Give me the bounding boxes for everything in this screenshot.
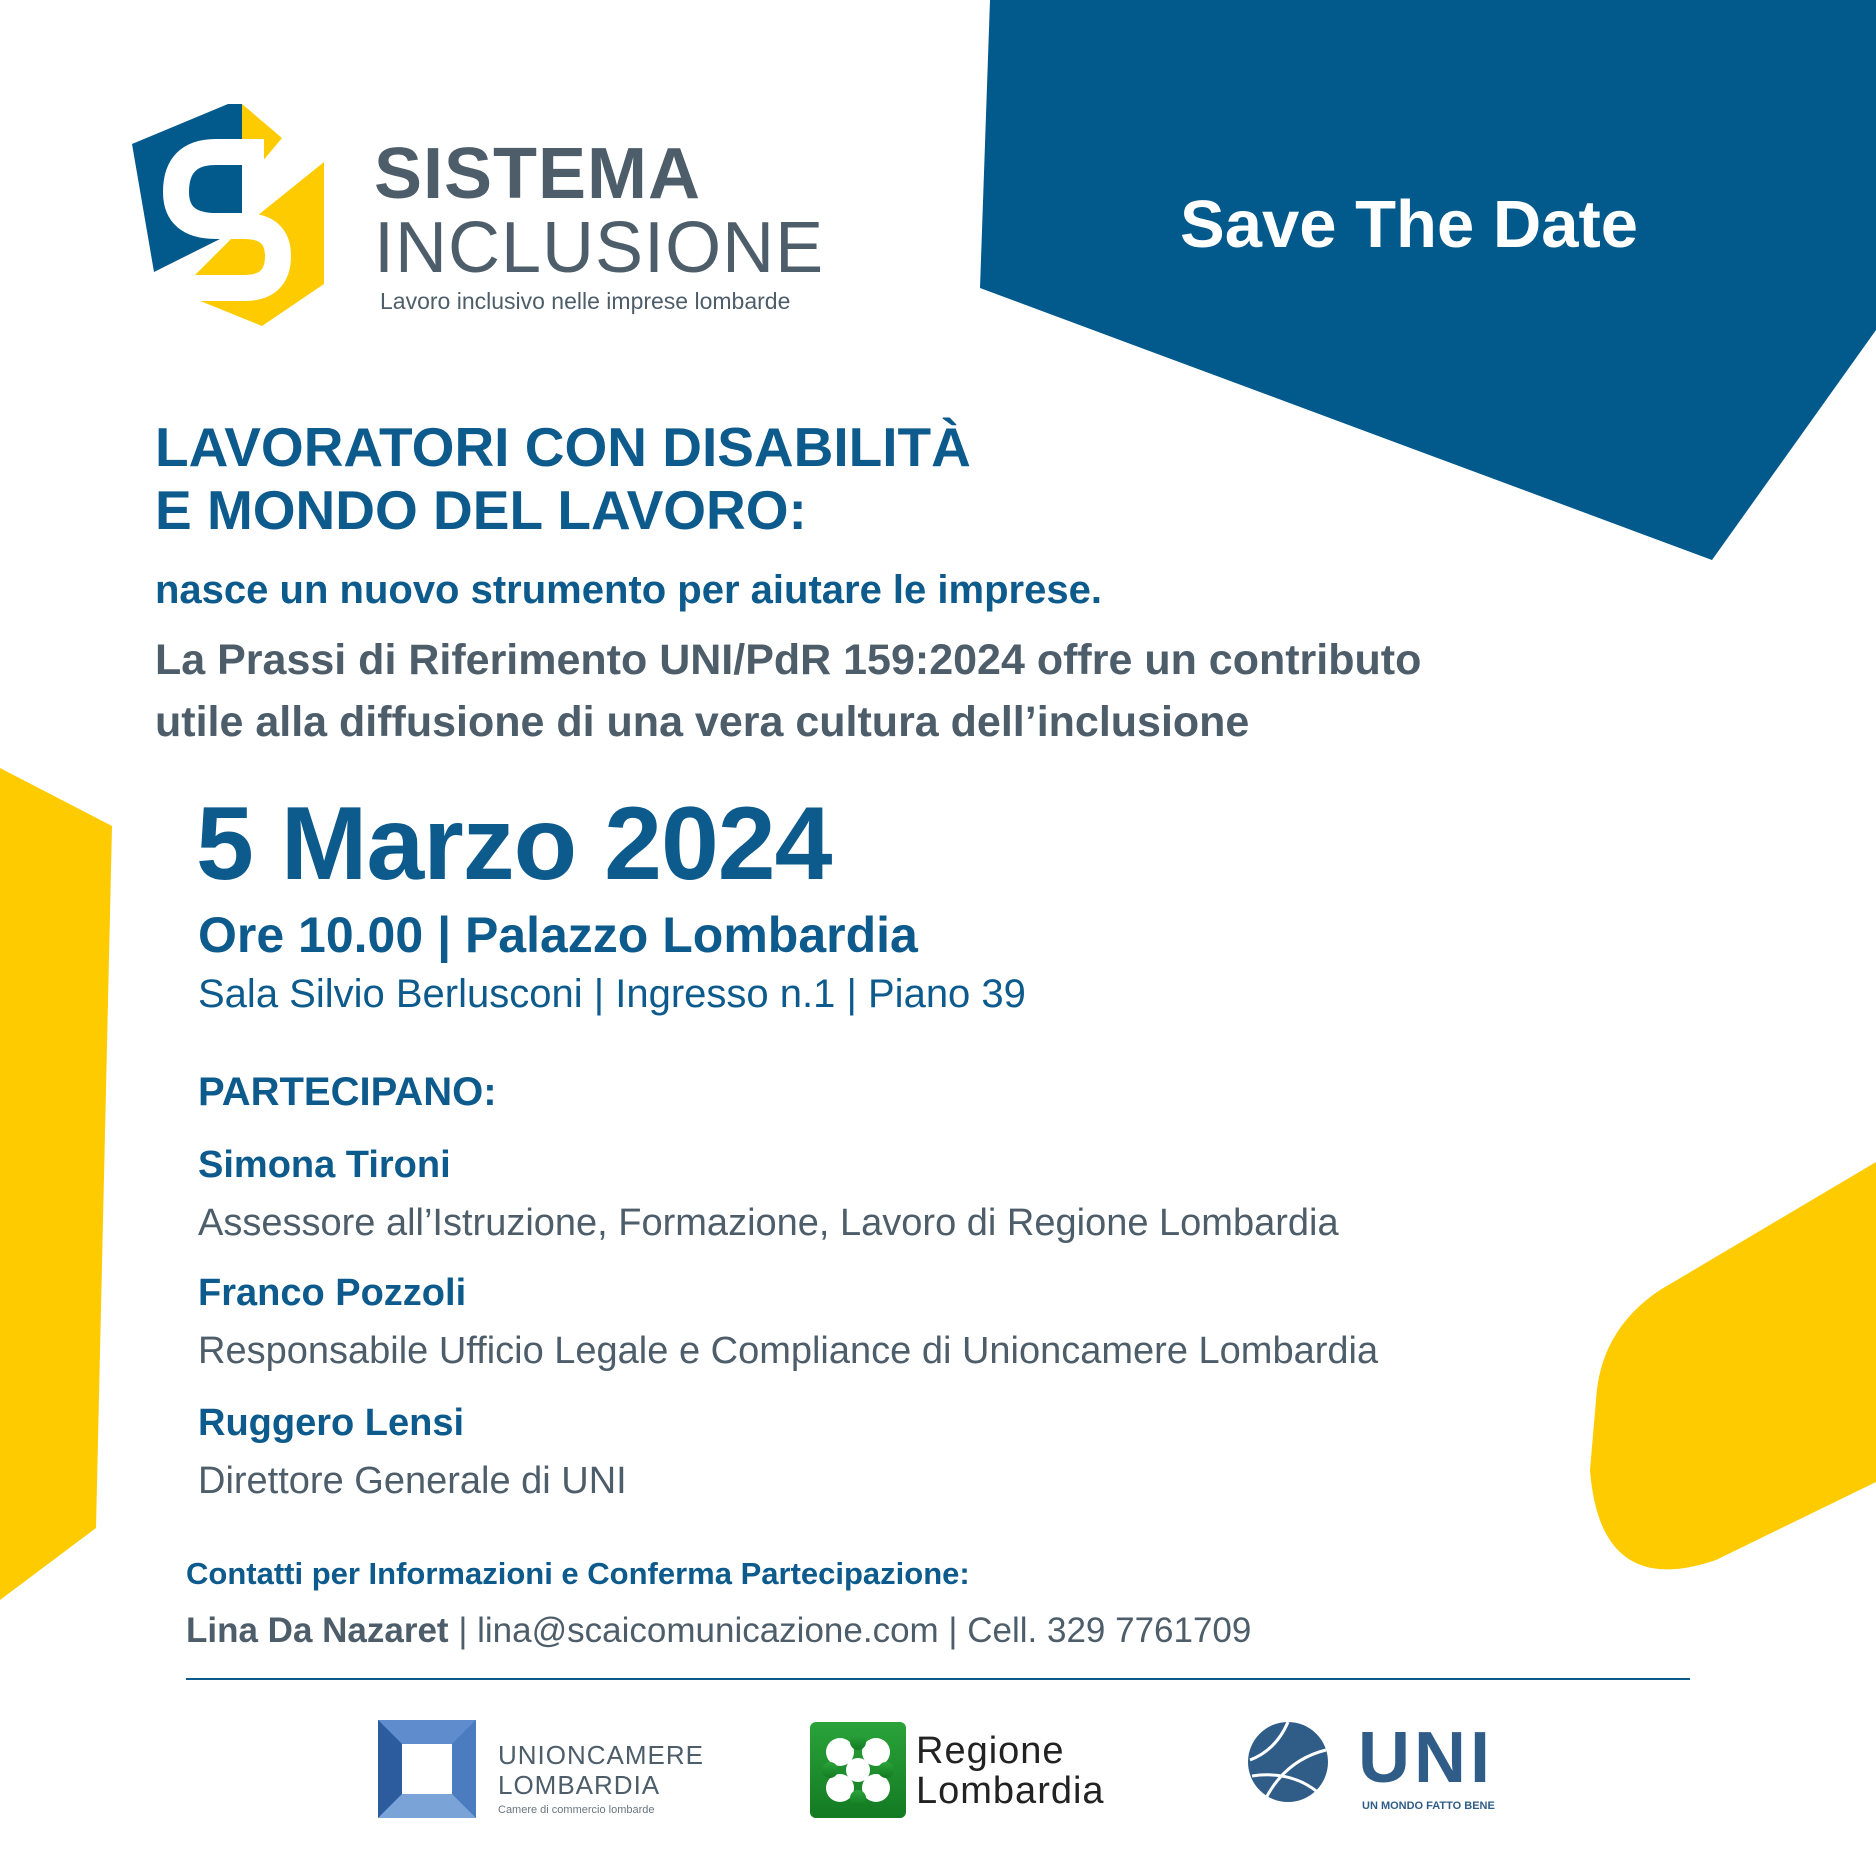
right-yellow-shape [1590, 1162, 1876, 1569]
footer-divider [186, 1678, 1690, 1680]
participant-role: Direttore Generale di UNI [198, 1460, 627, 1502]
regione-lombardia-logo-icon [810, 1722, 906, 1818]
event-room: Sala Silvio Berlusconi | Ingresso n.1 | Piano 39 [198, 972, 1026, 1016]
logo-title-line1: SISTEMA [374, 134, 702, 214]
headline-line2: E MONDO DEL LAVORO: [155, 479, 807, 541]
participants-heading: PARTECIPANO: [198, 1070, 497, 1114]
participant-role: Assessore all’Istruzione, Formazione, Lavoro di Regione Lombardia [198, 1202, 1339, 1244]
top-right-blue-banner [980, 0, 1876, 560]
left-yellow-shape [0, 768, 112, 1600]
uni-globe-logo-icon [1246, 1720, 1330, 1804]
contact-line [186, 1611, 1251, 1651]
participant-role: Responsabile Ufficio Legale e Compliance di Unioncamere Lombardia [198, 1330, 1379, 1372]
participant-name: Ruggero Lensi [198, 1402, 465, 1444]
uni-wordmark: UNI [1358, 1718, 1494, 1798]
description-line2: utile alla diffusione di una vera cultura dell’inclusione [155, 698, 1250, 746]
participant-name: Franco Pozzoli [198, 1272, 467, 1314]
regione-name-line2: Lombardia [916, 1770, 1105, 1812]
unioncamere-name-line2: LOMBARDIA [498, 1770, 661, 1800]
uni-tagline: UN MONDO FATTO BENE [1362, 1800, 1495, 1812]
description-line1: La Prassi di Riferimento UNI/PdR 159:2024 offre un contributo [155, 636, 1422, 684]
contact-name: Lina Da Nazaret [186, 1611, 449, 1650]
sistema-inclusione-logo-icon [132, 104, 324, 326]
event-date: 5 Marzo 2024 [196, 786, 832, 902]
contact-heading: Contatti per Informazioni e Conferma Partecipazione: [186, 1556, 970, 1591]
participant-name: Simona Tironi [198, 1144, 451, 1186]
unioncamere-name-line1: UNIONCAMERE [498, 1740, 705, 1770]
regione-name-line1: Regione [916, 1730, 1065, 1772]
logo-tagline: Lavoro inclusivo nelle imprese lombarde [380, 288, 791, 314]
save-the-date-heading: Save The Date [1180, 187, 1639, 262]
unioncamere-logo-icon [378, 1720, 476, 1818]
event-time-place: Ore 10.00 | Palazzo Lombardia [198, 907, 918, 963]
headline-subtitle: nasce un nuovo strumento per aiutare le imprese. [155, 568, 1102, 612]
logo-title-line2: INCLUSIONE [374, 208, 825, 288]
headline-line1: LAVORATORI CON DISABILITÀ [155, 416, 971, 478]
contact-details[interactable]: | lina@scaicomunicazione.com | Cell. 329 7761709 [448, 1611, 1252, 1650]
unioncamere-subtitle: Camere di commercio lombarde [498, 1804, 655, 1816]
